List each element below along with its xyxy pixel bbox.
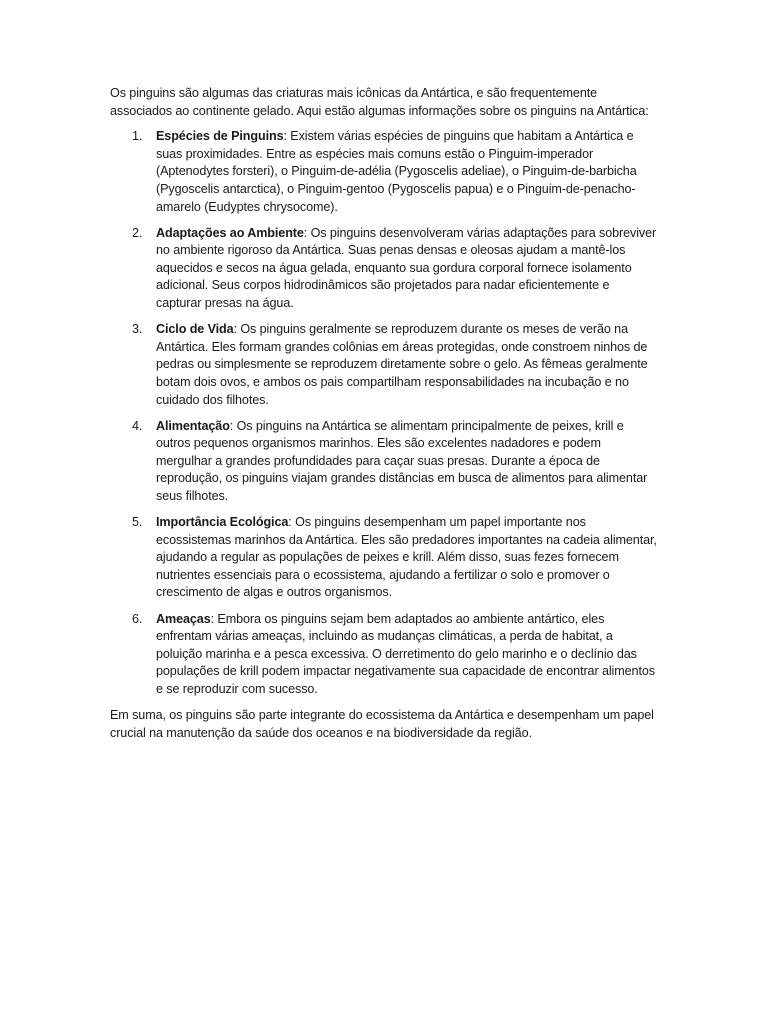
conclusion-paragraph: Em suma, os pinguins são parte integrante do ecossistema da Antártica e desempenham um papel crucial na manutenção da saúde dos oceanos e na biodiversidade da região.	[110, 708, 654, 740]
document-page	[110, 85, 658, 742]
list-item-number: 5.	[132, 515, 143, 530]
intro-paragraph: Os pinguins são algumas das criaturas mais icônicas da Antártica, e são frequentemente associados ao continente gelado. Aqui estão algumas informações sobre os pinguins na Antártica:	[110, 86, 649, 118]
list-item-number: 6.	[132, 611, 143, 626]
list-item-number: 3.	[132, 322, 143, 337]
list-item	[110, 611, 658, 699]
list-item-text: : Os pinguins na Antártica se alimentam principalmente de peixes, krill e outros pequenos organismos marinhos. Eles são excelentes nadadores e podem mergulhar a grandes profundidades para caçar suas presas. Durante a época de reprodução, os pinguins viajam grandes distâncias em busca de alimentos para alimentar seus filhotes.	[156, 418, 648, 503]
list-item-term: Alimentação	[156, 418, 230, 433]
list-item-text: : Os pinguins geralmente se reproduzem durante os meses de verão na Antártica. Eles formam grandes colônias em áreas protegidas, onde constroem ninhos de pedras ou simplesmente se reproduzem diretamente sobre o gelo. As fêmeas geralmente botam dois ovos, e ambos os pais compartilham responsabilidades na incubação e no cuidado dos filhotes.	[156, 322, 648, 407]
list-item-number: 1.	[132, 129, 143, 144]
list-item-text: : Os pinguins desempenham um papel importante nos ecossistemas marinhos da Antártica. Eles são predadores importantes na cadeia alimentar, ajudando a regular as populações de peixes e krill. Além disso, suas fezes fornecem nutrientes essenciais para o ecossistema, ajudando a fertilizar o solo e promover o crescimento de algas e outros organismos.	[156, 515, 657, 600]
info-list	[110, 128, 658, 698]
list-item-number: 2.	[132, 225, 143, 240]
list-item-text: : Embora os pinguins sejam bem adaptados ao ambiente antártico, eles enfrentam várias ameaças, incluindo as mudanças climáticas, a perda de habitat, a poluição marinha e a pesca excessiva. O derretimento do gelo marinho e o declínio das populações de krill podem impactar negativamente sua capacidade de encontrar alimentos e se reproduzir com sucesso.	[156, 611, 655, 696]
list-item-term: Espécies de Pinguins	[156, 129, 284, 144]
list-item	[110, 128, 658, 216]
list-item-text: : Existem várias espécies de pinguins que habitam a Antártica e suas proximidades. Entre as espécies mais comuns estão o Pinguim-imperador (Aptenodytes forsteri), o Pinguim-de-adélia (Pygoscelis adeliae), o Pinguim-de-barbicha (Pygoscelis antarctica), o Pinguim-gentoo (Pygoscelis papua) e o Pinguim-de-penacho-amarelo (Eudyptes chrysocome).	[156, 129, 637, 214]
list-item	[110, 225, 658, 313]
list-item-text: : Os pinguins desenvolveram várias adaptações para sobreviver no ambiente rigoroso da Antártica. Suas penas densas e oleosas ajudam a mantê-los aquecidos e secos na água gelada, enquanto sua gordura corporal fornece isolamento adicional. Seus corpos hidrodinâmicos são projetados para nadar eficientemente e capturar presas na água.	[156, 225, 657, 311]
list-item	[110, 418, 658, 506]
list-item-term: Importância Ecológica	[156, 515, 289, 530]
list-item	[110, 514, 658, 602]
list-item	[110, 321, 658, 409]
list-item-term: Adaptações ao Ambiente	[156, 225, 304, 240]
list-item-number: 4.	[132, 418, 143, 433]
list-item-term: Ameaças	[156, 611, 211, 626]
list-item-term: Ciclo de Vida	[156, 322, 234, 337]
